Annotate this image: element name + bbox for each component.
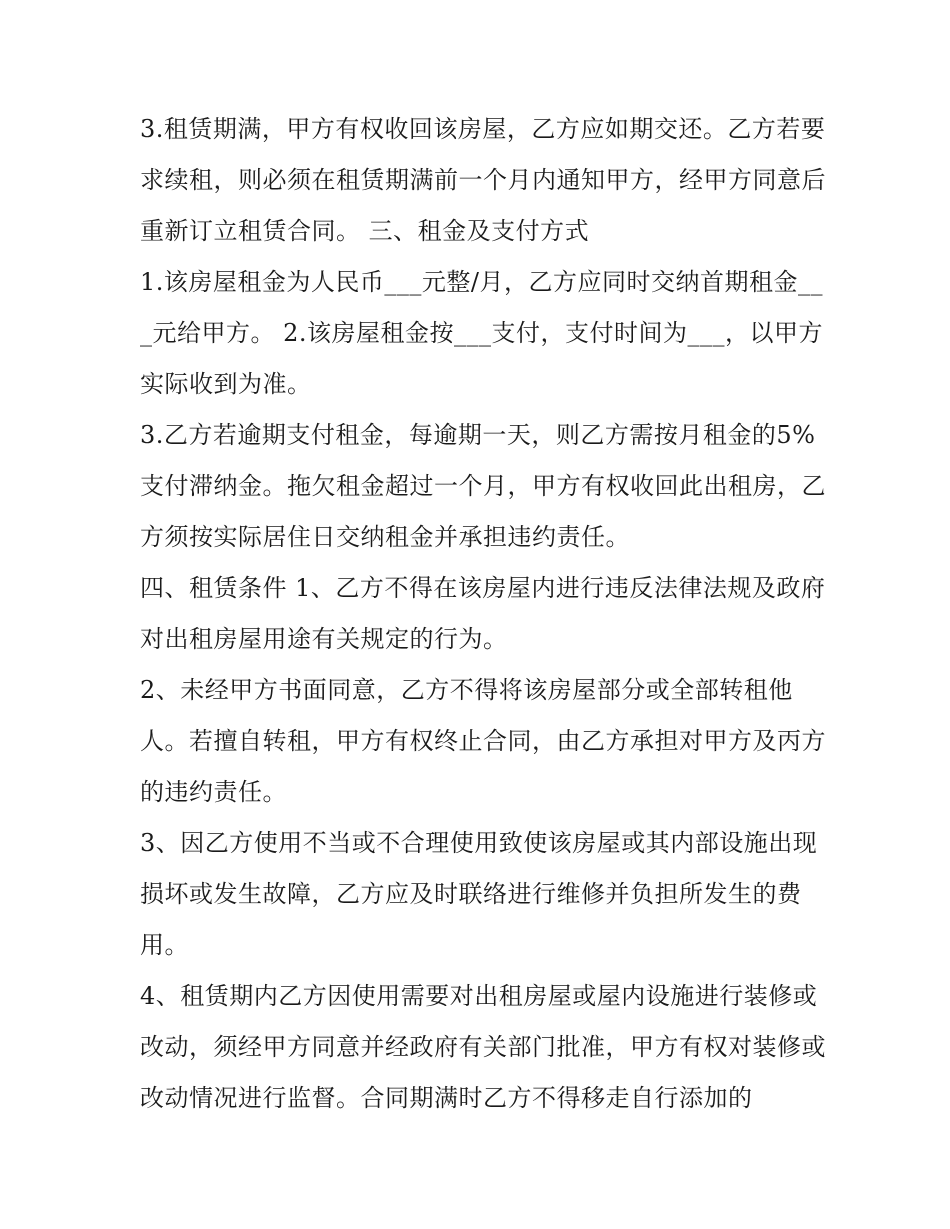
- paragraph-rent-amount-payment: 1.该房屋租金为人民币___元整/月，乙方应同时交纳首期租金___元给甲方。 2.该房屋租金按___支付，支付时间为___，以甲方实际收到为准。: [140, 268, 824, 398]
- paragraph-lease-expiry-renewal: 3.租赁期满，甲方有权收回该房屋，乙方应如期交还。乙方若要求续租，则必须在租赁期满前一个月内通知甲方，经甲方同意后重新订立租赁合同。 三、租金及支付方式: [140, 115, 826, 245]
- paragraph-lease-conditions-3: 3、因乙方使用不当或不合理使用致使该房屋或其内部设施出现损坏或发生故障，乙方应及时联络进行维修并负担所发生的费用。: [140, 829, 818, 959]
- paragraph-lease-conditions-4: 4、租赁期内乙方因使用需要对出租房屋或屋内设施进行装修或改动，须经甲方同意并经政府有关部门批准，甲方有权对装修或改动情况进行监督。合同期满时乙方不得移走自行添加的: [140, 982, 826, 1112]
- paragraph-lease-conditions-1: 四、租赁条件 1、乙方不得在该房屋内进行违反法律法规及政府对出租房屋用途有关规定的行为。: [140, 574, 826, 653]
- paragraph-lease-conditions-2: 2、未经甲方书面同意，乙方不得将该房屋部分或全部转租他人。若擅自转租，甲方有权终止合同，由乙方承担对甲方及丙方的违约责任。: [140, 676, 826, 806]
- paragraph-late-payment: 3.乙方若逾期支付租金，每逾期一天，则乙方需按月租金的5%支付滞纳金。拖欠租金超过一个月，甲方有权收回此出租房，乙方须按实际居住日交纳租金并承担违约责任。: [140, 421, 826, 551]
